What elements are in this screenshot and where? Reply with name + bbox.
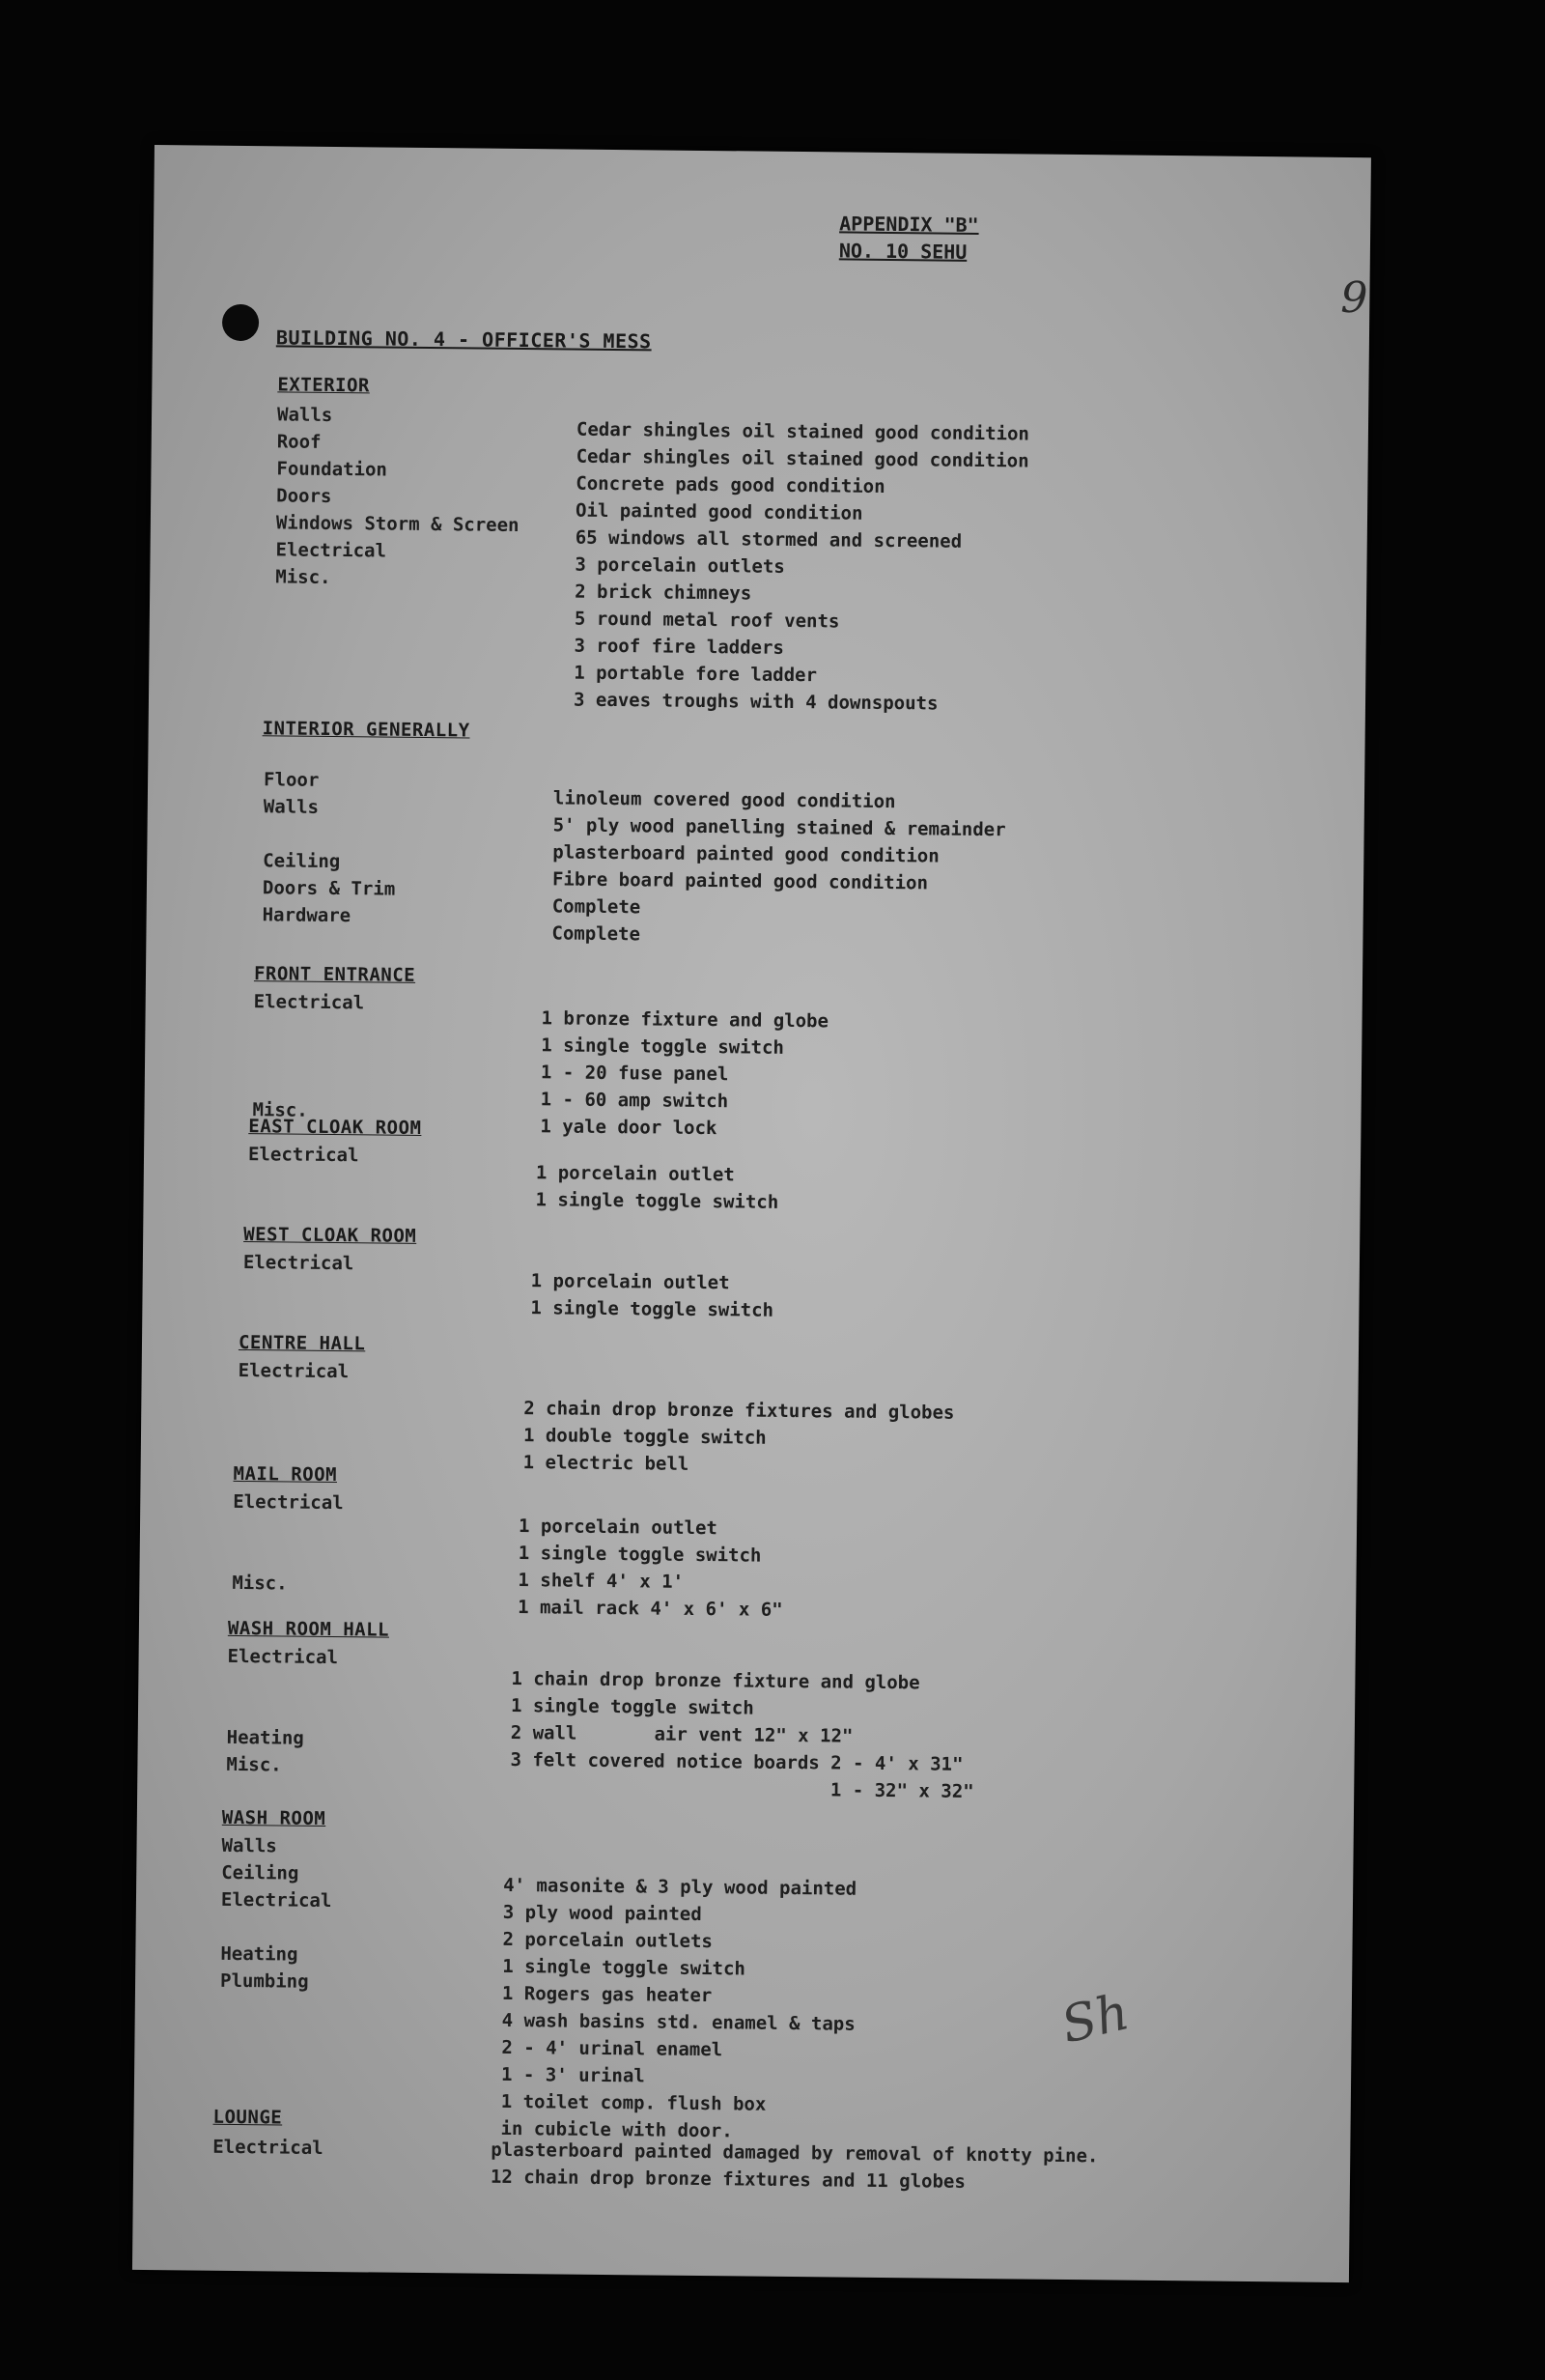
section-heading: CENTRE HALL: [238, 1331, 366, 1355]
appendix-label: APPENDIX "B": [839, 212, 979, 237]
section-values: 4' masonite & 3 ply wood painted 3 ply wood painted 2 porcelain outlets 1 single toggle switch 1 Rogers gas heater 4 wash basins std. enamel & taps 2 - 4' urinal enamel 1 - 3' urinal 1 toilet comp. flush box in cubicle with door.: [500, 1874, 857, 2142]
section-heading: EXTERIOR: [277, 374, 371, 397]
section-heading: MAIL ROOM: [233, 1462, 338, 1487]
section-labels: Electrical Misc.: [232, 1490, 344, 1595]
section-heading: LOUNGE: [212, 2106, 283, 2129]
section-interior-generally: [149, 717, 1365, 946]
section-values: 1 porcelain outlet 1 single toggle switch: [530, 1270, 774, 1321]
section-exterior: [153, 373, 1369, 715]
section-values: 1 porcelain outlet 1 single toggle switch: [535, 1162, 779, 1213]
section-heading: FRONT ENTRANCE: [253, 963, 416, 986]
punch-hole: [222, 304, 259, 341]
section-values: plasterboard painted damaged by removal of knotty pine. 12 chain drop bronze fixtures and 11 globes: [490, 2139, 1099, 2193]
appendix-unit: NO. 10 SEHU: [838, 239, 968, 264]
section-heading: WASH ROOM HALL: [227, 1617, 390, 1641]
section-heading: EAST CLOAK ROOM: [248, 1116, 422, 1139]
section-values: 1 bronze fixture and globe 1 single toggle switch 1 - 20 fuse panel 1 - 60 amp switch 1 yale door lock: [540, 1007, 829, 1140]
section-values: linoleum covered good condition 5' ply wood panelling stained & remainder plasterboard painted good condition Fibre board painted good condition Complete Complete: [551, 787, 1006, 946]
section-heading: INTERIOR GENERALLY: [262, 718, 470, 742]
section-heading: WEST CLOAK ROOM: [243, 1224, 417, 1247]
section-heading: WASH ROOM: [221, 1806, 326, 1829]
section-labels: Electrical: [242, 1252, 354, 1275]
section-labels: Electrical: [238, 1359, 350, 1383]
section-values: Cedar shingles oil stained good condition Cedar shingles oil stained good condition Concrete pads good condition Oil painted good condition 65 windows all stormed and screened 3 porcelain outlets 2 brick chimneys 5 round metal roof vents 3 roof fire ladders 1 portable fore ladder 3 eaves troughs with 4 downspouts: [573, 418, 1030, 715]
document-title: BUILDING NO. 4 - OFFICER'S MESS: [275, 326, 652, 354]
section-values: 1 chain drop bronze fixture and globe 1 single toggle switch 2 wall air vent 12" x 12" 3 felt covered notice boards 2 - 4' x 31" 1 - 32" x 32": [510, 1667, 974, 1802]
page-number: 9: [1340, 272, 1368, 324]
appendix-header: [839, 210, 979, 266]
document-page: [132, 145, 1371, 2282]
handwritten-signature: Sh: [1055, 1983, 1135, 2055]
section-values: 2 chain drop bronze fixtures and globes 1 double toggle switch 1 electric bell: [522, 1398, 955, 1475]
section-west-cloak-room: [143, 1223, 1360, 1321]
section-labels: Walls Ceiling Electrical Heating Plumbing: [219, 1834, 332, 1993]
section-labels: Electrical: [247, 1144, 359, 1167]
section-labels: Electrical Misc.: [252, 991, 365, 1121]
section-values: 1 porcelain outlet 1 single toggle switch 1 shelf 4' x 1' 1 mail rack 4' x 6' x 6": [518, 1516, 783, 1621]
section-labels: Electrical: [212, 2136, 323, 2159]
section-labels: Walls Roof Foundation Doors Windows Storm & Screen Electrical Misc.: [275, 404, 520, 588]
section-labels: Floor Walls Ceiling Doors & Trim Hardware: [262, 769, 396, 927]
section-labels: Electrical Heating Misc.: [226, 1645, 339, 1776]
